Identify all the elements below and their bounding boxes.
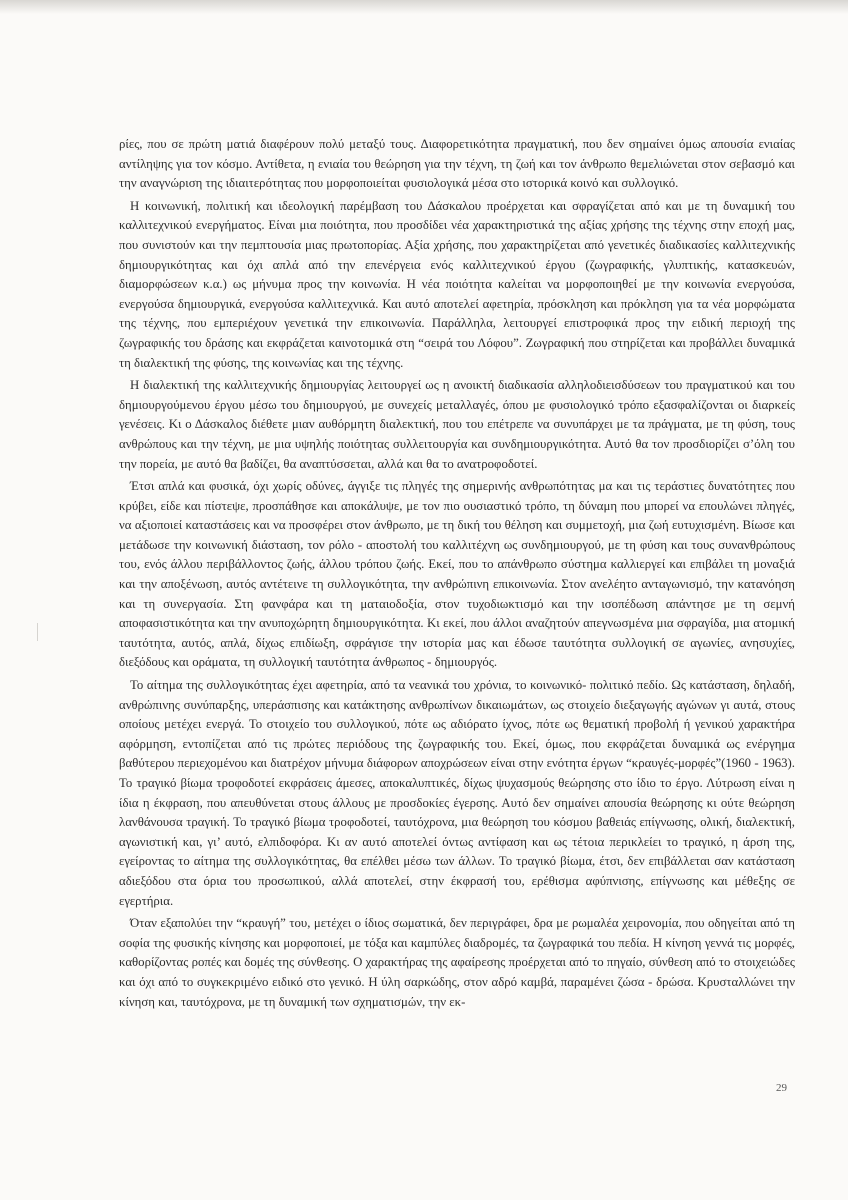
scan-top-edge xyxy=(0,0,848,14)
paragraph-1: ρίες, που σε πρώτη ματιά διαφέρουν πολύ μεταξύ τους. Διαφορετικότητα πραγματική, που δεν σημαίνει όμως απουσία ενιαίας αντίληψης για τον κόσμο. Αντίθετα, η ενιαία του θεώρηση για την τέχνη, τη ζωή και τον άνθρωπο θεμελιώνεται στον σεβασμό και την αναγνώριση της ιδιαιτερότητας που μορφοποιείται φυσιολογικά μέσα στο ιστορικά κοινό και συλλογικό. xyxy=(119,137,795,191)
paragraph-4: Έτσι απλά και φυσικά, όχι χωρίς οδύνες, άγγιξε τις πληγές της σημερινής ανθρωπότητας μα και τις τεράστιες δυνατότητες που κρύβει, είδε και πίστεψε, προσπάθησε και αποκάλυψε, με τον πιο ουσιαστικό τρόπο, τη δύναμη που μπορεί να επουλώνει πληγές, να αξιοποιεί καταστάσεις και να προσφέρει στον άνθρωπο, με τη δική του θέληση και συμμετοχή, μια ζωή ευτυχισμένη. Βίωσε και μετάδωσε την κοινωνική διάσταση, τον ρόλο - αποστολή του καλλιτέχνη ως συνδημιουργού, με τη φύση και τους συνανθρώπους του, ενός άλλου περιβάλλοντος ζωής, άλλου τρόπου ζωής. Εκεί, που το απάνθρωπο σύστημα καλλιεργεί και επιβάλει τη μοναξιά και την αποξένωση, αυτός αντέτεινε τη συλλογικότητα, την ανθρώπινη επικοινωνία. Στον ανελέητο ανταγωνισμό, την κατανόηση και τη συνεργασία. Στη φανφάρα και τη ματαιοδοξία, στον τυχοδιωκτισμό και την ισοπέδωση απάντησε με τη σεμνή αποφασιστικότητα και την ανυποχώρητη δημιουργικότητα. Κι εκεί, που άλλοι αναζητούν απεγνωσμένα μια σφραγίδα, μια ατομική ταυτότητα, αυτός, απλά, δίχως επιδίωξη, σφράγισε την ιστορία μας και έδωσε ταυτότητα συλλογική σε αγωνίες, ανησυχίες, διεξόδους και οράματα, τη συλλογική ταυτότητα άνθρωπος - δημιουργός. xyxy=(119,479,795,670)
paragraph-3: Η διαλεκτική της καλλιτεχνικής δημιουργίας λειτουργεί ως η ανοικτή διαδικασία αλληλοδιεισδύσεων του πραγματικού και του δημιουργούμενου έργου μέσω του δημιουργού, με συνεχείς μεταλλαγές, όπου με φυσιολογικό τρόπο εξασφαλίζονται οι διαρκείς γενέσεις. Κι ο Δάσκαλος διέθετε μιαν αυθόρμητη διαλεκτική, που του επέτρεπε να συνυπάρχει με τα πράγματα, με τη φύση, τους ανθρώπους και την τέχνη, με μια υψηλής ποιότητας συλλειτουργία και συνδημιουργικότητα. Αυτό θα τον προσδιορίζει σ’όλη του την πορεία, με αυτό θα βαδίζει, θα αναπτύσσεται, αλλά και θα το ανατροφοδοτεί. xyxy=(119,378,795,471)
body-text xyxy=(119,135,795,1015)
paragraph-5: Το αίτημα της συλλογικότητας έχει αφετηρία, από τα νεανικά του χρόνια, το κοινωνικό- πολιτικό πεδίο. Ως κατάσταση, δηλαδή, ανθρώπινης συνύπαρξης, υπεράσπισης και κατάκτησης ανθρωπίνων δικαιωμάτων, ως στοιχείο διεξαγωγής αγώνων γι αυτά, στους οποίους μετέχει ενεργά. Το στοιχείο του συλλογικού, πότε ως αδιόρατο ίχνος, πότε ως θεματική προβολή ή γενικού χαρακτήρα αφόρμηση, εντοπίζεται από τις πρώτες περιόδους της ζωγραφικής του. Εκεί, όμως, που εκφράζεται δυναμικά ως ενέργημα βαθύτερου περιεχομένου και διατρέχον μήνυμα διάφορων αποχρώσεων είναι στην ενότητα έργων “κραυγές-μορφές”(1960 - 1963). Το τραγικό βίωμα τροφοδοτεί εκφράσεις άμεσες, αποκαλυπτικές, δίχως ψυχασμούς θεώρησης στο ίδιο το έργο. Λύτρωση είναι η ίδια η έκφραση, που απευθύνεται στους άλλους με προσδοκίες έγερσης. Αυτό δεν σημαίνει απουσία θεώρησης κι ούτε θεώρηση λανθάνουσα τραγική. Το τραγικό βίωμα τροφοδοτεί, ταυτόχρονα, μια θεώρηση του κόσμου βαθειάς επίγνωσης, ολική, διαλεκτική, αγωνιστική και, γι’ αυτό, ελπιδοφόρα. Κι αν αυτό αποτελεί όντως αντίφαση και ως τέτοια περικλείει το τραγικό, η άρση της, εγείροντας το αίτημα της συλλογικότητας, θα επέλθει μέσω των άλλων. Το τραγικό βίωμα, έτσι, δεν επιβάλλεται σαν κατάσταση αδιεξόδου στα όρια του προσωπικού, αλλά αποτελεί, στην έκφρασή του, ερέθισμα αφύπνισης, επίγνωσης και μέθεξης σε εγερτήρια. xyxy=(119,678,795,908)
paragraph-2: Η κοινωνική, πολιτική και ιδεολογική παρέμβαση του Δάσκαλου προέρχεται και σφραγίζεται από και με τη δυναμική του καλλιτεχνικού ενεργήματος. Είναι μια ποιότητα, που προσδίδει νέα χαρακτηριστικά της αξίας χρήσης της τέχνης στην εποχή μας, που συνιστούν και την πεμπτουσία μιας πρωτοπορίας. Αξία χρήσης, που χαρακτηρίζεται από γενετικές διαδικασίες καλλιτεχνικής δημιουργικότητας και όχι απλά από την επενέργεια ενός καλλιτεχνικού έργου (ζωγραφικής, γλυπτικής, κατασκευών, διαμορφώσεων κ.α.) ως μήνυμα προς την κοινωνία. Η νέα ποιότητα καλείται να μορφοποιηθεί με την κοινωνία ενεργούσα, ενεργούσα δημιουργικά, ενεργούσα καλλιτεχνικά. Και αυτό αποτελεί αφετηρία, πρόσκληση και πρόκληση για τα νέα μορφώματα της τέχνης, που εμπεριέχουν γενετικά την επικοινωνία. Παράλληλα, λειτουργεί επιστροφικά προς την ειδική περιοχή της ζωγραφικής του δράσης και εκφράζεται καινοτομικά στη “σειρά του Λόφου”. Ζωγραφική που στηρίζεται και προβάλλει δυναμικά τη διαλεκτική της φύσης, της κοινωνίας και της τέχνης. xyxy=(119,198,795,370)
page-number: 29 xyxy=(776,1082,787,1094)
scan-margin-mark xyxy=(37,623,38,641)
paragraph-6: Όταν εξαπολύει την “κραυγή” του, μετέχει ο ίδιος σωματικά, δεν περιγράφει, δρα με ρωμαλέα χειρονομία, που οδηγείται από τη σοφία της φυσικής κίνησης και μορφοποιεί, με τόξα και καμπύλες διαδρομές, τα ζωγραφικά του πεδία. Η κίνηση γεννά τις μορφές, καθορίζοντας ροπές και δομές της σύνθεσης. Ο χαρακτήρας της αφαίρεσης προέρχεται από το πηγαίο, σύνθεση από το στοιχειώδες και όχι από το συγκεκριμένο ειδικό στο γενικό. Η ύλη σαρκώδης, στον αδρό καμβά, παραμένει ζώσα - δρώσα. Κρυσταλλώνει την κίνηση και, ταυτόχρονα, με τη δυναμική των σχηματισμών, την εκ- xyxy=(119,916,795,1009)
